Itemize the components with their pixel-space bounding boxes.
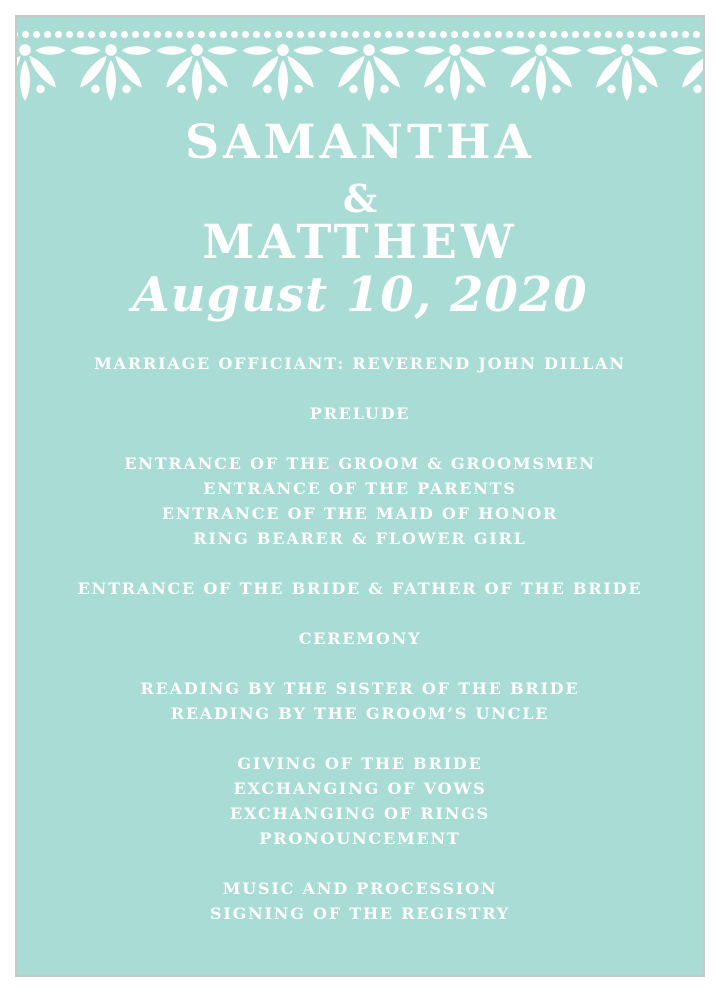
program-group: [17, 351, 703, 376]
ampersand: &: [342, 176, 378, 221]
program-line: GIVING OF THE BRIDE: [237, 754, 483, 773]
program-group: [17, 876, 703, 926]
program-line: EXCHANGING OF RINGS: [230, 804, 490, 823]
program-line: ENTRANCE OF THE PARENTS: [203, 479, 517, 498]
wedding-program-card: [15, 15, 705, 977]
program-line: ENTRANCE OF THE BRIDE & FATHER OF THE BRIDE: [77, 579, 643, 598]
program-group: [17, 676, 703, 726]
groom-name: MATTHEW: [202, 215, 518, 270]
program-line: PRONOUNCEMENT: [259, 829, 461, 848]
wedding-date: August 10, 2020: [132, 267, 588, 323]
program-line: READING BY THE SISTER OF THE BRIDE: [140, 679, 580, 698]
program-group: [17, 401, 703, 426]
program-line: SIGNING OF THE REGISTRY: [209, 904, 511, 923]
program-group: [17, 626, 703, 651]
program-line: ENTRANCE OF THE GROOM & GROOMSMEN: [124, 454, 596, 473]
program-line: READING BY THE GROOM’S UNCLE: [170, 704, 550, 723]
dotted-border-icon: [17, 30, 703, 39]
program-group: [17, 451, 703, 551]
bride-name: SAMANTHA: [185, 115, 535, 170]
program-line: ENTRANCE OF THE MAID OF HONOR: [161, 504, 559, 523]
program-line: MARRIAGE OFFICIANT: REVEREND JOHN DILLAN: [94, 354, 626, 373]
program-group: [17, 576, 703, 601]
program-line: CEREMONY: [298, 629, 422, 648]
program-line: EXCHANGING OF VOWS: [233, 779, 487, 798]
papel-picado-border-icon: [16, 41, 705, 105]
program-line: MUSIC AND PROCESSION: [222, 879, 498, 898]
program-list: [17, 351, 703, 951]
program-line: PRELUDE: [309, 404, 411, 423]
program-line: RING BEARER & FLOWER GIRL: [193, 529, 527, 548]
program-group: [17, 751, 703, 851]
